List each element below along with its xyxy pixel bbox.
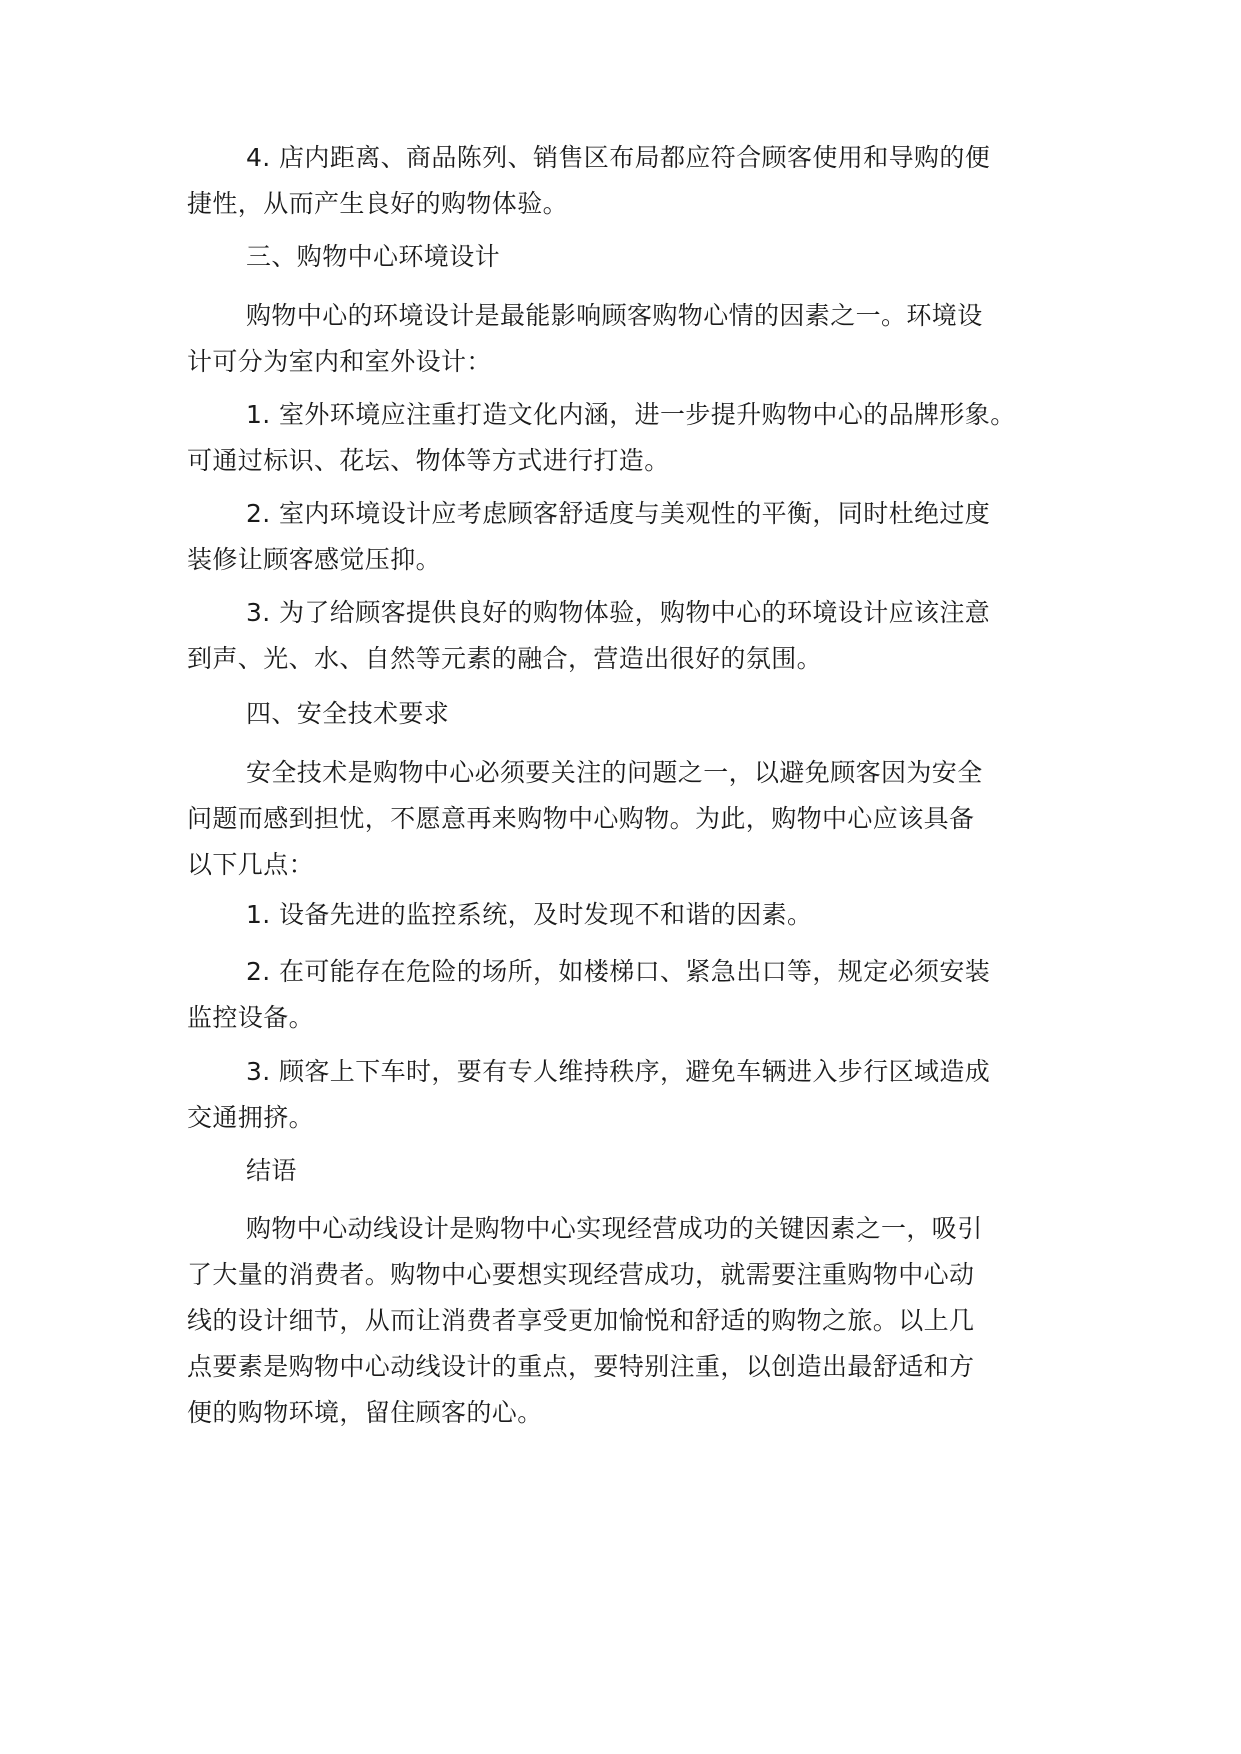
paragraph-line: 问题而感到担忧，不愿意再来购物中心购物。为此，购物中心应该具备: [187, 804, 975, 833]
paragraph-line: 1. 设备先进的监控系统，及时发现不和谐的因素。: [246, 900, 813, 929]
paragraph-line: 2. 在可能存在危险的场所，如楼梯口、紧急出口等，规定必须安装: [246, 957, 991, 986]
paragraph-env-point-2: [187, 491, 1067, 583]
paragraph-line: 安全技术是购物中心必须要关注的问题之一，以避免顾客因为安全: [246, 758, 983, 787]
paragraph-line: 3. 顾客上下车时，要有专人维持秩序，避免车辆进入步行区域造成: [246, 1057, 991, 1086]
paragraph-line: 点要素是购物中心动线设计的重点，要特别注重，以创造出最舒适和方: [187, 1352, 975, 1381]
section-heading-safety: [187, 691, 1067, 737]
paragraph-line: 线的设计细节，从而让消费者享受更加愉悦和舒适的购物之旅。以上几: [187, 1306, 975, 1335]
heading-text: 四、安全技术要求: [246, 699, 450, 728]
paragraph-line: 购物中心动线设计是购物中心实现经营成功的关键因素之一，吸引: [246, 1214, 983, 1243]
heading-text: 三、购物中心环境设计: [246, 242, 501, 271]
paragraph-line: 了大量的消费者。购物中心要想实现经营成功，就需要注重购物中心动: [187, 1260, 975, 1289]
paragraph-line: 计可分为室内和室外设计：: [187, 347, 492, 376]
paragraph-conclusion: [187, 1206, 1067, 1436]
paragraph-safety-point-1: [187, 892, 1067, 938]
paragraph-env-point-1: [187, 392, 1067, 484]
paragraph-env-point-3: [187, 590, 1067, 682]
paragraph-line: 交通拥挤。: [187, 1103, 315, 1132]
paragraph-safety-point-2: [187, 949, 1067, 1041]
paragraph-line: 1. 室外环境应注重打造文化内涵，进一步提升购物中心的品牌形象。: [246, 400, 1016, 429]
paragraph-line: 以下几点：: [187, 850, 315, 879]
section-heading-conclusion: [187, 1148, 1067, 1194]
paragraph-line: 可通过标识、花坛、物体等方式进行打造。: [187, 446, 670, 475]
paragraph-environment-intro: [187, 293, 1067, 385]
paragraph-line: 2. 室内环境设计应考虑顾客舒适度与美观性的平衡，同时杜绝过度: [246, 499, 991, 528]
paragraph-line: 4. 店内距离、商品陈列、销售区布局都应符合顾客使用和导购的便: [246, 143, 991, 172]
paragraph-line: 便的购物环境，留住顾客的心。: [187, 1398, 543, 1427]
paragraph-safety-point-3: [187, 1049, 1067, 1141]
paragraph-line: 3. 为了给顾客提供良好的购物体验，购物中心的环境设计应该注意: [246, 598, 991, 627]
paragraph-line: 捷性，从而产生良好的购物体验。: [187, 189, 569, 218]
section-heading-environment-design: [187, 234, 1067, 280]
paragraph-safety-intro: [187, 750, 1067, 888]
paragraph-line: 监控设备。: [187, 1003, 315, 1032]
paragraph-line: 到声、光、水、自然等元素的融合，营造出很好的氛围。: [187, 644, 823, 673]
paragraph-line: 装修让顾客感觉压抑。: [187, 545, 442, 574]
heading-text: 结语: [246, 1156, 297, 1185]
paragraph-point-4-store-layout: [187, 135, 1067, 227]
paragraph-line: 购物中心的环境设计是最能影响顾客购物心情的因素之一。环境设: [246, 301, 983, 330]
